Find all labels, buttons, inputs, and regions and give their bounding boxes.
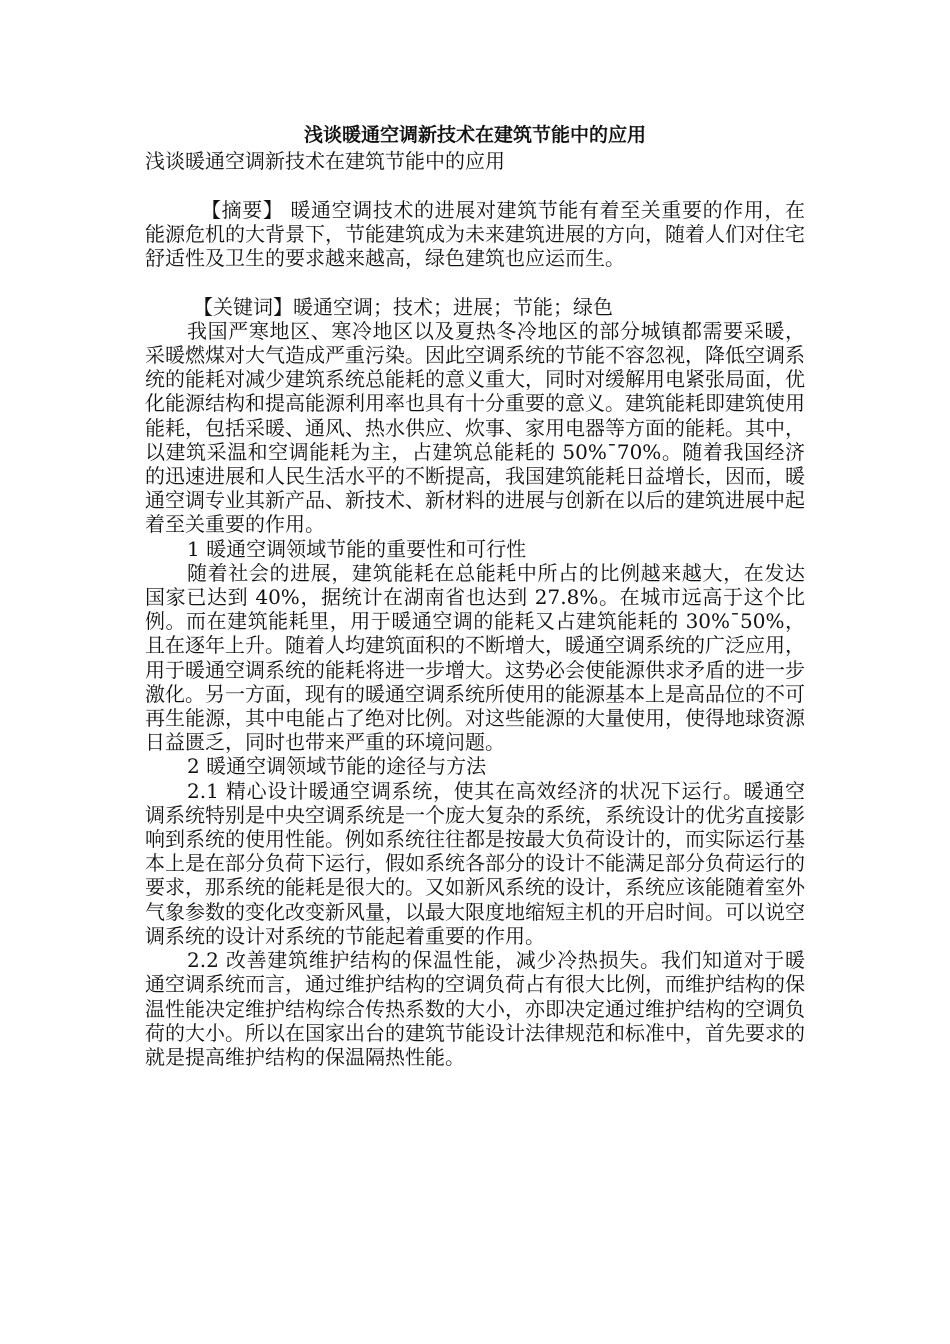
body-paragraph: 随着社会的进展，建筑能耗在总能耗中所占的比例越来越大，在发达国家已达到 40%，据统计在湖南省也达到 27.8%。在城市远高于这个比例。而在建筑能耗里，用于暖通空调的能耗又占建筑能耗的 30%¯50%，且在逐年上升。随着人均建筑面积的不断增大，暖通空调系统的广泛应用，用于暖通空调系统的能耗将进一步增大。这势必会使能源供求矛盾的进一步激化。另一方面，现有的暖通空调系统所使用的能源基本上是高品位的不可再生能源，其中电能占了绝对比例。对这些能源的大量使用，使得地球资源日益匮乏，同时也带来严重的环境问题。 — [145, 560, 805, 755]
section-heading: 2 暖通空调领域节能的途径与方法 — [187, 754, 487, 779]
document-subtitle: 浅谈暖通空调新技术在建筑节能中的应用 — [145, 149, 505, 173]
document-page — [145, 122, 805, 1069]
body-paragraph: 2.1 精心设计暖通空调系统，使其在高效经济的状况下运行。暖通空调系统特别是中央空调系统是一个庞大复杂的系统，系统设计的优劣直接影响到系统的使用性能。例如系统往往都是按最大负荷设计的，而实际运行基本上是在部分负荷下运行，假如系统各部分的设计不能满足部分负荷运行的要求，那系统的能耗是很大的。又如新风系统的设计，系统应该能随着室外气象参数的变化改变新风量，以最大限度地缩短主机的开启时间。可以说空调系统的设计对系统的节能起着重要的作用。 — [145, 778, 805, 948]
keywords-line: 【关键词】暖通空调；技术；进展；节能；绿色 — [193, 294, 613, 319]
section-heading: 1 暖通空调领域节能的重要性和可行性 — [187, 536, 527, 561]
document-title: 浅谈暖通空调新技术在建筑节能中的应用 — [303, 124, 646, 146]
abstract-paragraph: 【摘要】 暖通空调技术的进展对建筑节能有着至关重要的作用，在能源危机的大背景下，节能建筑成为未来建筑进展的方向，随着人们对住宅舒适性及卫生的要求越来越高，绿色建筑也应运而生。 — [145, 198, 805, 271]
body-paragraph: 2.2 改善建筑维护结构的保温性能，减少冷热损失。我们知道对于暖通空调系统而言，通过维护结构的空调负荷占有很大比例，而维护结构的保温性能决定维护结构综合传热系数的大小，亦即决定通过维护结构的空调负荷的大小。所以在国家出台的建筑节能设计法律规范和标准中，首先要求的就是提高维护结构的保温隔热性能。 — [145, 948, 805, 1069]
body-paragraph: 我国严寒地区、寒冷地区以及夏热冬冷地区的部分城镇都需要采暖，采暖燃煤对大气造成严重污染。因此空调系统的节能不容忽视，降低空调系统的能耗对减少建筑系统总能耗的意义重大，同时对缓解用电紧张局面，优化能源结构和提高能源利用率也具有十分重要的意义。建筑能耗即建筑使用能耗，包括采暖、通风、热水供应、炊事、家用电器等方面的能耗。其中，以建筑采温和空调能耗为主，占建筑总能耗的 50%¯70%。随着我国经济的迅速进展和人民生活水平的不断提高，我国建筑能耗日益增长，因而，暖通空调专业其新产品、新技术、新材料的进展与创新在以后的建筑进展中起着至关重要的作用。 — [145, 318, 805, 537]
